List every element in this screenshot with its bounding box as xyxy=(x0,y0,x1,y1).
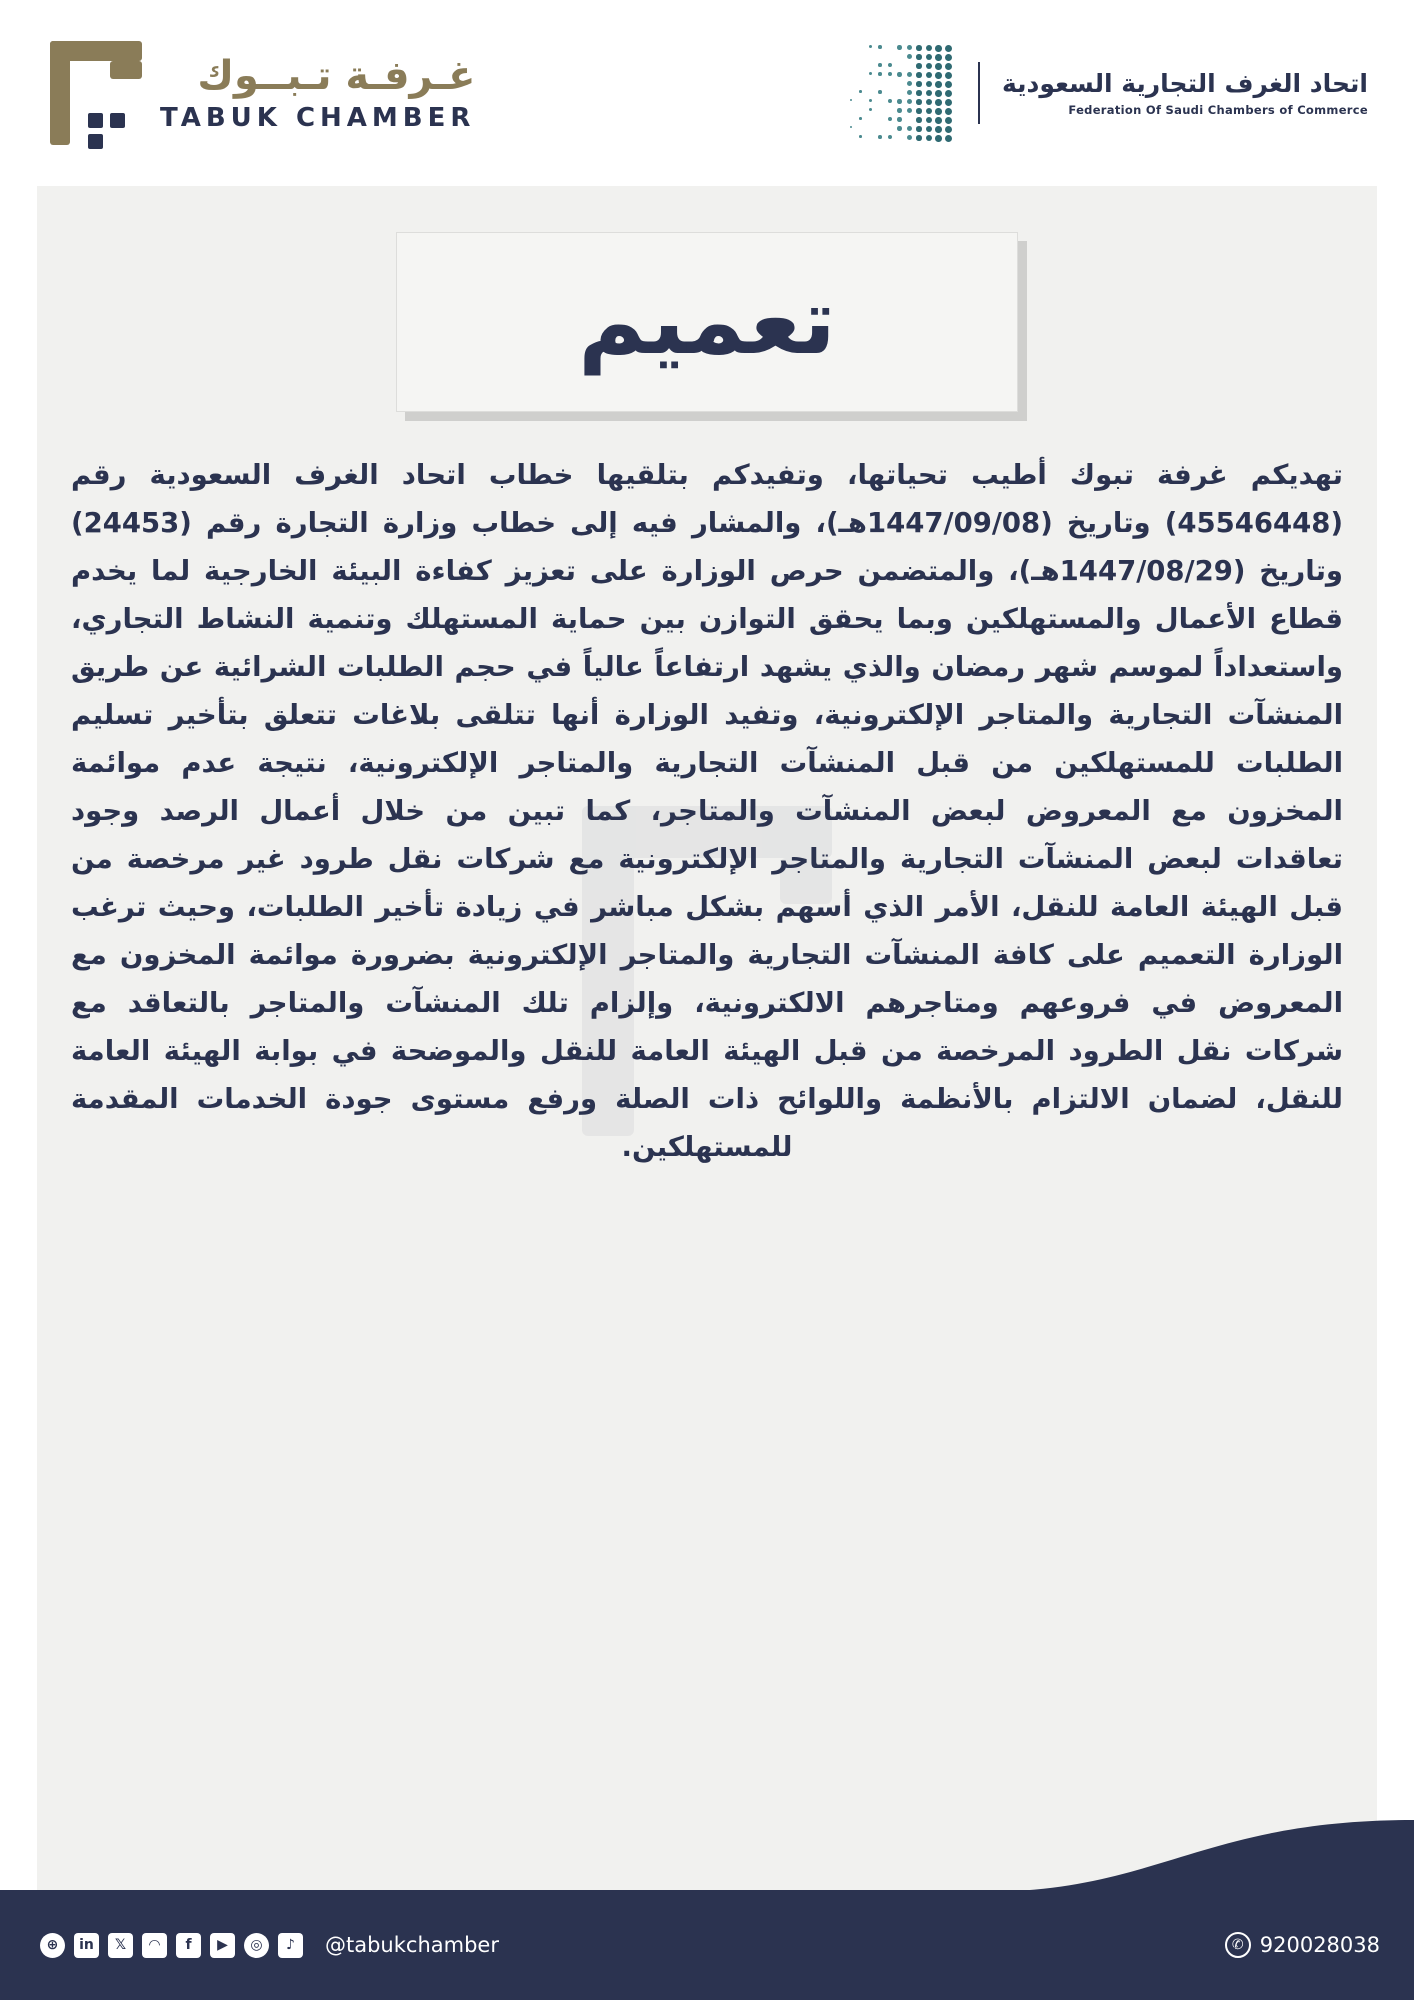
federation-name-en: Federation Of Saudi Chambers of Commerce xyxy=(1068,103,1368,117)
chamber-name-en: TABUK CHAMBER xyxy=(160,103,476,133)
document-body-text: تهديكم غرفة تبوك أطيب تحياتها، وتفيدكم بتلقيها خطاب اتحاد الغرف السعودية رقم (45546448) وتاريخ (1447/09/08هـ)، والمشار فيه إلى خطاب وزارة التجارة رقم (24453) وتاريخ (1447/08/29هـ)، والمتضمن حرص الوزارة على تعزيز كفاءة البيئة الخارجية لما يخدم قطاع الأعمال والمستهلكين وبما يحقق التوازن بين حماية المستهلك وتنمية النشاط التجاري، واستعداداً لموسم شهر رمضان والذي يشهد ارتفاعاً عالياً في حجم الطلبات الشرائية عن طريق المنشآت التجارية والمتاجر الإلكترونية، وتفيد الوزارة أنها تتلقى بلاغات تتعلق بتأخير تسليم الطلبات للمستهلكين من قبل المنشآت التجارية والمتاجر الإلكترونية، نتيجة عدم موائمة المخزون مع المعروض لبعض المنشآت والمتاجر، كما تبين من خلال أعمال الرصد وجود تعاقدات لبعض المنشآت التجارية والمتاجر الإلكترونية مع شركات نقل طرود غير مرخصة من قبل الهيئة العامة للنقل، الأمر الذي أسهم بشكل مباشر في زيادة تأخير الطلبات، وحيث ترغب الوزارة التعميم على كافة المنشآت التجارية والمتاجر الإلكترونية بضرورة موائمة المخزون مع المعروض في فروعهم ومتاجرهم الالكترونية، وإلزام تلك المنشآت والمتاجر بالتعاقد مع شركات نقل الطرود المرخصة من قبل الهيئة العامة للنقل والموضحة في بوابة الهيئة العامة للنقل، لضمان الالتزام بالأنظمة واللوائح ذات الصلة ورفع مستوى جودة الخدمات المقدمة للمستهلكين. xyxy=(71,459,1344,1163)
whatsapp-icon: ✆ xyxy=(1225,1932,1251,1958)
x-twitter-icon[interactable]: 𝕏 xyxy=(108,1933,133,1958)
tabuk-chamber-mark-icon xyxy=(44,37,142,149)
document-title-box xyxy=(396,232,1018,412)
document-body-panel xyxy=(37,186,1377,1892)
snapchat-icon[interactable]: ◠ xyxy=(142,1933,167,1958)
social-handle: @tabukchamber xyxy=(325,1933,499,1957)
facebook-icon[interactable]: f xyxy=(176,1933,201,1958)
document-header xyxy=(0,0,1414,186)
halftone-dots-logo-icon xyxy=(846,41,956,145)
website-icon[interactable]: ⊕ xyxy=(40,1933,65,1958)
social-icons-group[interactable] xyxy=(40,1933,303,1958)
logo-divider xyxy=(978,62,980,124)
linkedin-icon[interactable]: in xyxy=(74,1933,99,1958)
federation-logo xyxy=(846,41,1368,145)
footer-curve-decoration xyxy=(0,1820,1414,1892)
youtube-icon[interactable]: ▶ xyxy=(210,1933,235,1958)
contact-phone[interactable] xyxy=(1225,1932,1380,1958)
instagram-icon[interactable]: ◎ xyxy=(244,1933,269,1958)
tabuk-chamber-logo xyxy=(44,37,475,149)
page-title: تعميم xyxy=(578,268,836,375)
tiktok-icon[interactable]: ♪ xyxy=(278,1933,303,1958)
document-footer xyxy=(0,1890,1414,2000)
chamber-name-ar: غـرفـة تـبــوك xyxy=(197,53,476,99)
federation-name-ar: اتحاد الغرف التجارية السعودية xyxy=(1001,69,1368,98)
phone-number: 920028038 xyxy=(1259,1933,1380,1957)
